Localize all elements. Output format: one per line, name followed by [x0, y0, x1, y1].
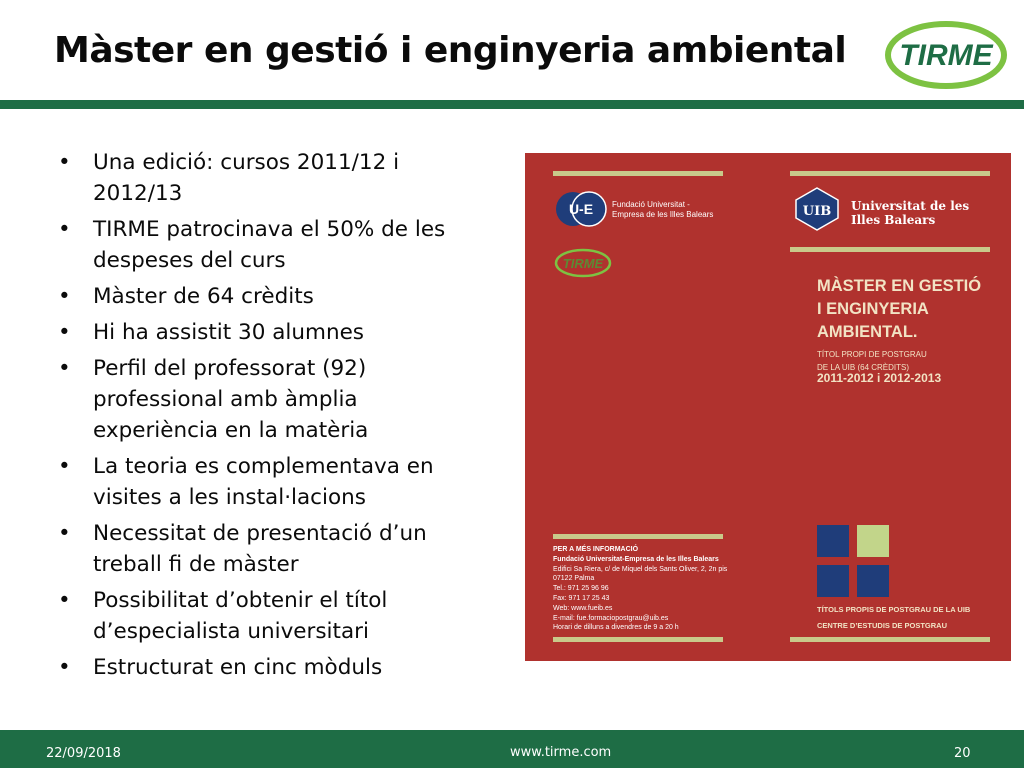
contact-address: Edifici Sa Riera, c/ de Miquel dels Sants Oliver, 2, 2n pis — [553, 565, 728, 573]
footer-url: www.tirme.com — [510, 745, 612, 760]
deco-square — [817, 525, 849, 557]
bullet-list — [56, 147, 476, 688]
contact-tel: Tel.: 971 25 96 96 — [553, 585, 609, 593]
brochure-image — [525, 153, 1011, 661]
ue-logo — [555, 191, 607, 227]
brochure-rule — [553, 637, 723, 642]
uib-name-line: Universitat de les — [851, 199, 970, 213]
bullet-item: • Estructurat en cinc mòduls — [56, 652, 476, 683]
uib-name-line: Illes Balears — [851, 213, 936, 227]
brochure-footer-line: TÍTOLS PROPIS DE POSTGRAU DE LA UIB — [817, 605, 971, 614]
contact-fax: Fax: 971 17 25 43 — [553, 594, 610, 602]
ue-logo-text: U-E — [568, 201, 594, 217]
title-divider — [0, 100, 1024, 109]
bullet-item: • Necessitat de presentació d’un treball fi de màster — [56, 518, 476, 580]
contact-hours: Horari de dilluns a divendres de 9 a 20 h — [553, 624, 679, 632]
deco-square — [817, 565, 849, 597]
brochure-rule — [553, 534, 723, 539]
bullet-item: • La teoria es complementava en visites a les instal·lacions — [56, 451, 476, 513]
page-number: 20 — [954, 746, 971, 761]
contact-web: Web: www.fueib.es — [553, 604, 613, 612]
tirme-mini-text: TIRME — [562, 256, 604, 271]
brochure-years: 2011-2012 i 2012-2013 — [817, 371, 942, 385]
bullet-item: • Una edició: cursos 2011/12 i 2012/13 — [56, 147, 476, 209]
contact-org: Fundació Universitat-Empresa de les Illes Balears — [553, 555, 719, 563]
bullet-item: • Hi ha assistit 30 alumnes — [56, 317, 476, 348]
brochure-footer-line: CENTRE D’ESTUDIS DE POSTGRAU — [817, 621, 948, 630]
brochure-rule — [790, 247, 990, 252]
brochure-title-line: AMBIENTAL. — [817, 323, 918, 341]
tirme-logo-text: TIRME — [899, 39, 993, 72]
brochure-subtitle-line: DE LA UIB (64 CRÈDITS) — [817, 363, 910, 372]
bullet-item: • TIRME patrocinava el 50% de les despeses del curs — [56, 214, 476, 276]
ue-name-line: Fundació Universitat - — [612, 200, 690, 209]
slide-title: Màster en gestió i enginyeria ambiental — [54, 30, 847, 71]
bullet-item: • Màster de 64 crèdits — [56, 281, 476, 312]
uib-logo — [792, 186, 842, 232]
bullet-item: • Perfil del professorat (92) professional amb àmplia experiència en la matèria — [56, 353, 476, 446]
deco-square — [857, 525, 889, 557]
brochure-title — [817, 275, 981, 344]
brochure-rule — [553, 171, 723, 176]
contact-city: 07122 Palma — [553, 575, 595, 583]
ue-name-line: Empresa de les Illes Balears — [612, 210, 714, 219]
bullet-item: • Possibilitat d’obtenir el títol d’especialista universitari — [56, 585, 476, 647]
brochure-rule — [790, 171, 990, 176]
uib-logo-text: UIB — [802, 204, 832, 219]
tirme-mini-logo — [553, 248, 613, 278]
deco-square — [857, 565, 889, 597]
contact-email: E-mail: fue.formaciopostgrau@uib.es — [553, 614, 669, 622]
tirme-logo — [884, 20, 1008, 90]
footer-date: 22/09/2018 — [46, 746, 121, 761]
ue-name — [612, 200, 713, 220]
brochure-footer — [817, 602, 970, 634]
brochure-subtitle-line: TÍTOL PROPI DE POSTGRAU — [817, 350, 927, 359]
brochure-rule — [790, 637, 990, 642]
brochure-title-line: MÀSTER EN GESTIÓ — [817, 277, 982, 295]
brochure-title-line: I ENGINYERIA — [817, 300, 929, 318]
contact-heading: PER A MÉS INFORMACIÓ — [553, 546, 639, 553]
contact-info — [553, 545, 743, 633]
footer-bar — [0, 730, 1024, 768]
uib-name — [851, 199, 969, 227]
